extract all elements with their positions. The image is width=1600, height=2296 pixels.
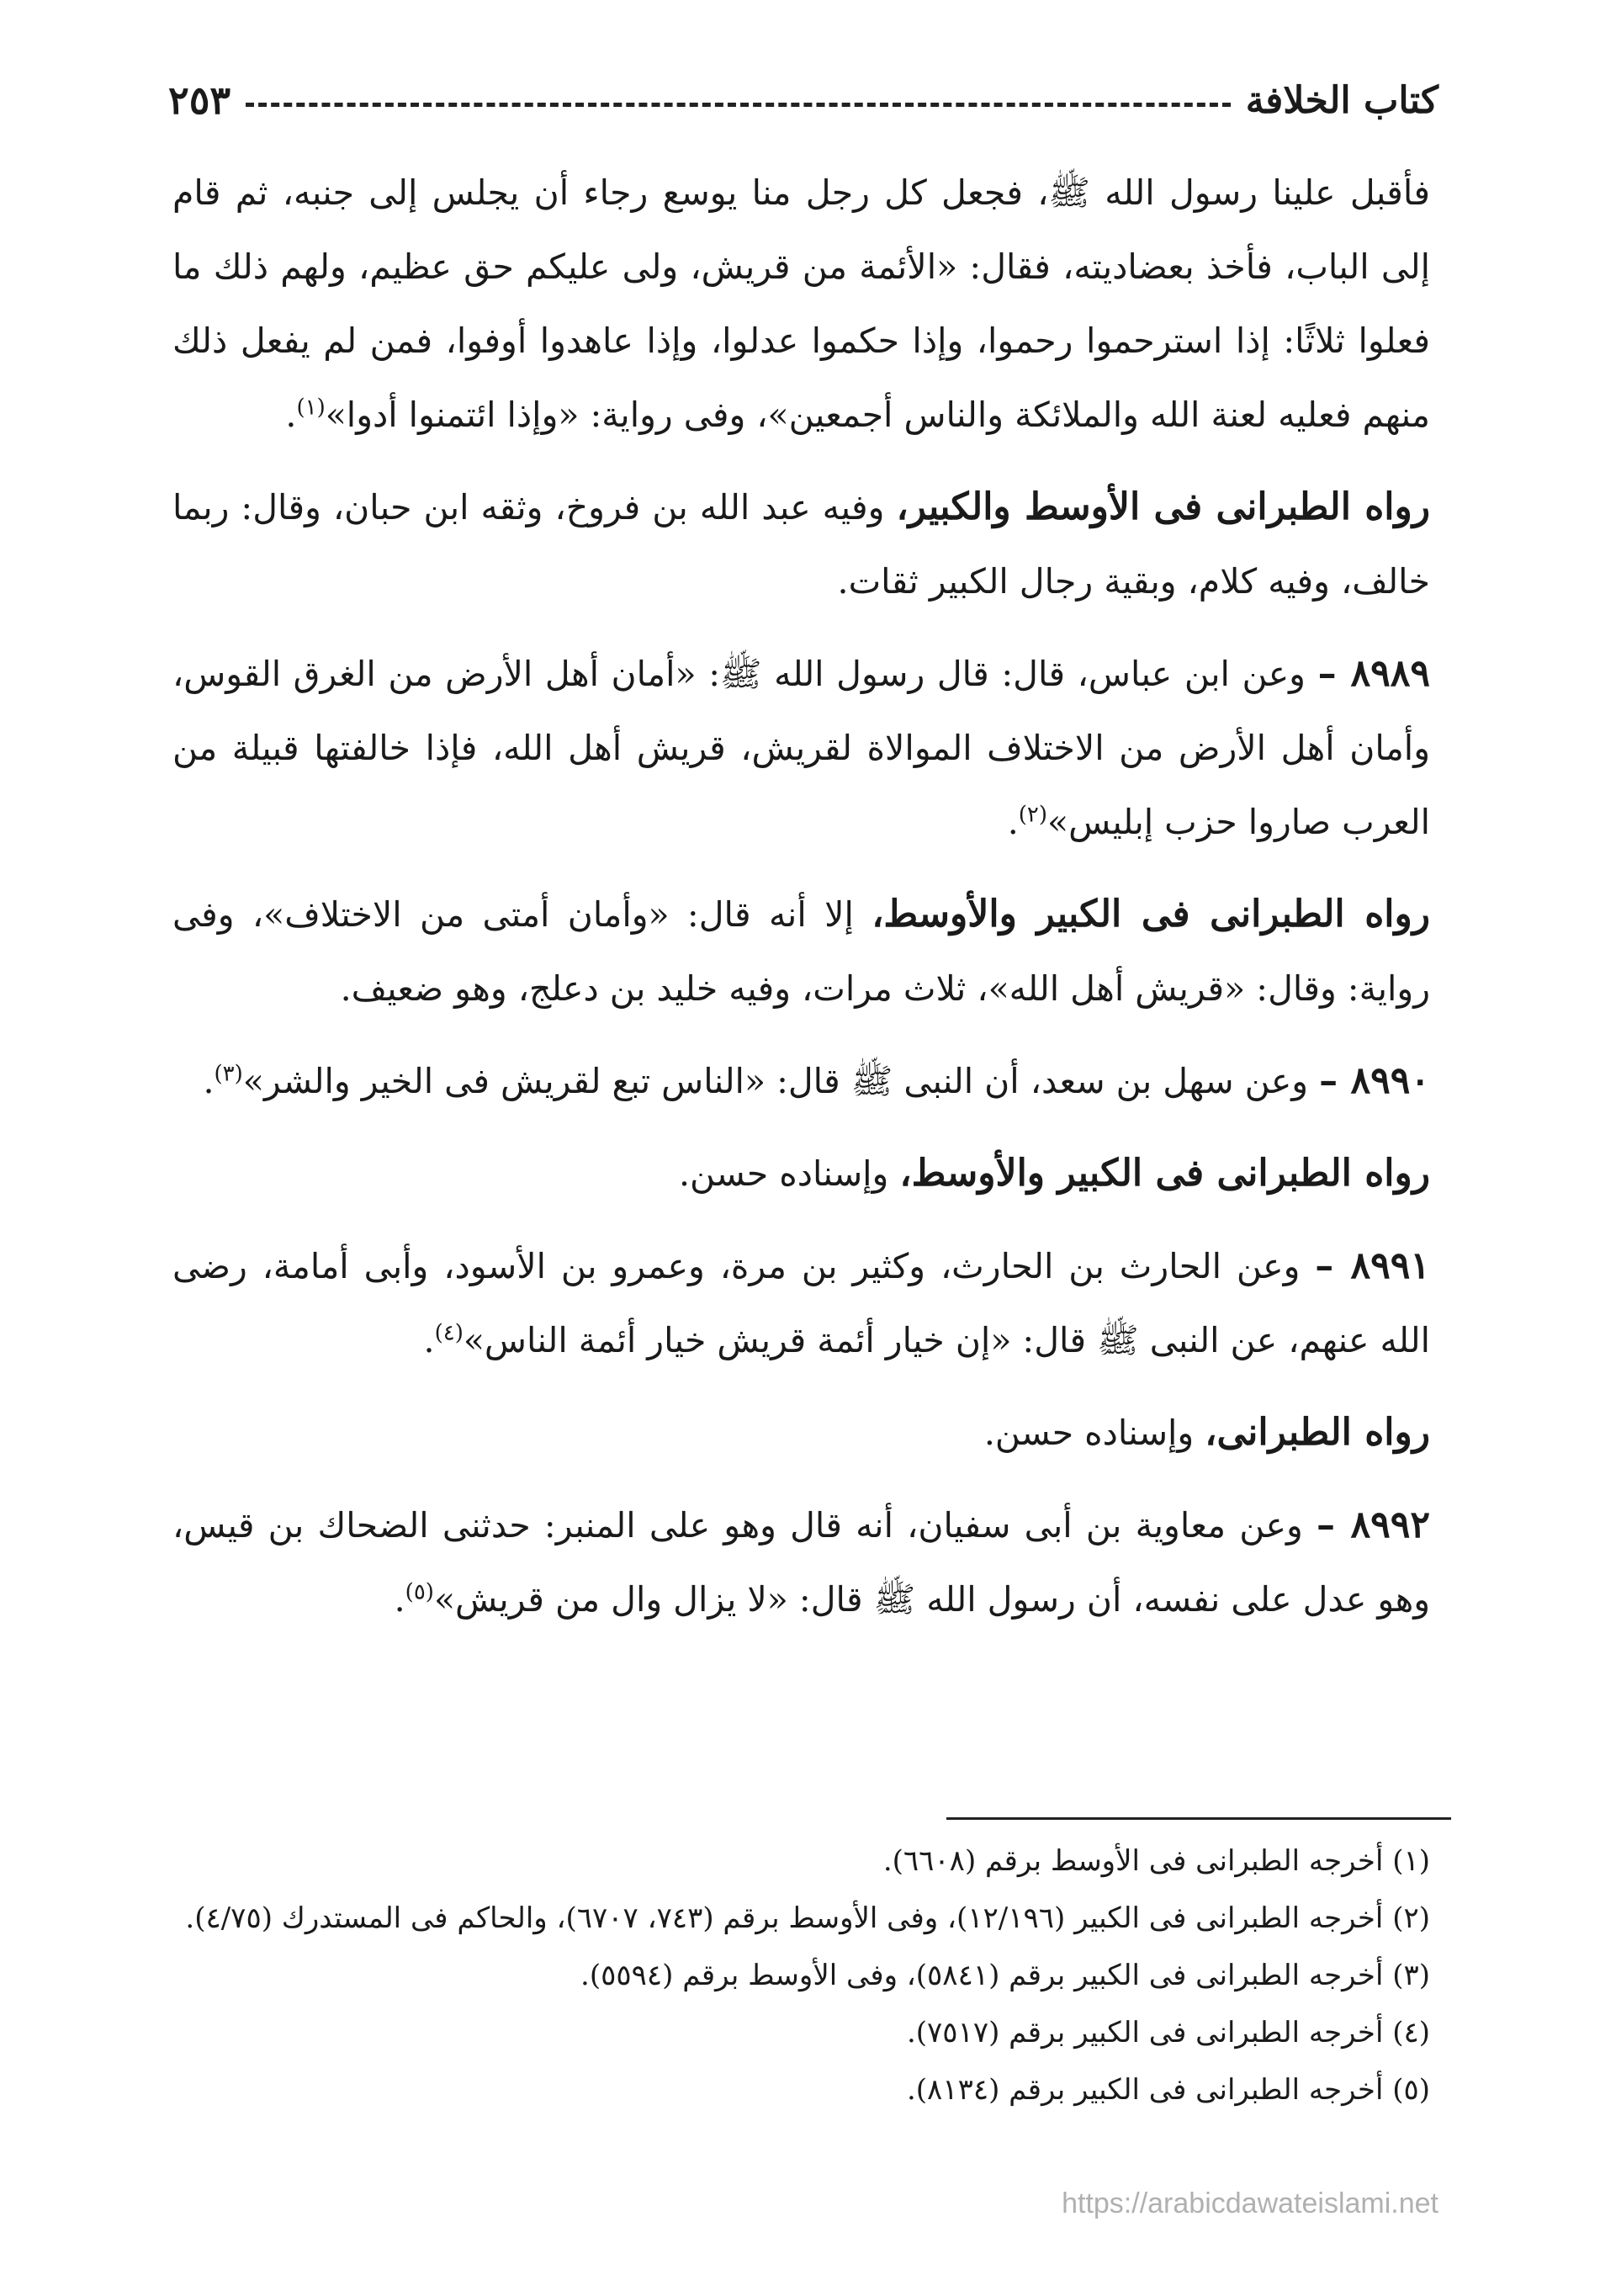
paragraph-text: وإسناده حسن.: [679, 1153, 900, 1194]
hadith-number: ٨٩٩١ –: [1315, 1244, 1430, 1287]
hadith-8989: ٨٩٨٩ – وعن ابن عباس، قال: قال رسول الله ﷺ: «أمان أهل الأرض من الغرق القوس، وأمان أهل الأرض من الاختلاف الموالاة لقريش، قريش أهل الله، فإذا خالفتها قبيلة من العرب صاروا حزب إبليس»$^{(٢)}$.: [172, 652, 1430, 842]
footnote-ref: (٣): [214, 1061, 243, 1087]
hadith-8991: ٨٩٩١ – وعن الحارث بن الحارث، وكثير بن مرة، وعمرو بن الأسود، وأبى أمامة، رضى الله عنهم، عن النبى ﷺ قال: «إن خيار أئمة قريش خيار أئمة الناس»$^{(٤)}$.: [172, 1244, 1430, 1360]
hadith-number: ٨٩٩٢ –: [1316, 1503, 1430, 1546]
source-paragraph: [172, 1396, 1430, 1470]
hadith-text: وعن سهل بن سعد، أن النبى ﷺ قال: «الناس تبع لقريش فى الخير والشر»: [242, 1061, 1320, 1101]
paragraph-text: وفيه عبد الله بن فروخ، وثقه ابن حبان، وقال: ربما خالف، وفيه كلام، وبقية رجال الكبير ثقات.: [172, 487, 1430, 602]
header-dash-rule: [246, 103, 1231, 107]
running-header: [168, 71, 1438, 130]
footnote-ref: (٥): [405, 1579, 434, 1605]
hadith-text: وعن معاوية بن أبى سفيان، أنه قال وهو على المنبر: حدثنى الضحاك بن قيس، وهو عدل على نفسه، أن رسول الله ﷺ قال: «لا يزال وال من قريش»: [172, 1505, 1430, 1620]
source-attribution: رواه الطبرانى،: [1205, 1411, 1430, 1454]
source-attribution: رواه الطبرانى فى الكبير والأوسط،: [899, 1152, 1430, 1195]
footnote-5: (٥) أخرجه الطبرانى فى الكبير برقم (٨١٣٤).: [906, 2073, 1430, 2107]
source-paragraph: [172, 878, 1430, 1026]
watermark-url: https://arabicdawateislami.net: [1062, 2187, 1438, 2219]
hadith-text: وعن ابن عباس، قال: قال رسول الله ﷺ: «أمان أهل الأرض من الغرق القوس، وأمان أهل الأرض من الاختلاف الموالاة لقريش، قريش أهل الله، فإذا خالفتها قبيلة من العرب صاروا حزب إبليس»: [172, 654, 1430, 842]
paragraph-continuation: فأقبل علينا رسول الله ﷺ، فجعل كل رجل منا يوسع رجاء أن يجلس إلى جنبه، ثم قام إلى الباب، فأخذ بعضاديته، فقال: «الأئمة من قريش، ولى عليكم حق عظيم، ولهم ذلك ما فعلوا ثلاثًا: إذا استرحموا رحموا، وإذا حكموا عدلوا، وإذا عاهدوا أوفوا، فمن لم يفعل ذلك منهم فعليه لعنة الله والملائكة والناس أجمعين»، وفى رواية: «وإذا ائتمنوا أدوا»$^{(١)}$.: [172, 172, 1430, 435]
paragraph-text: فأقبل علينا رسول الله ﷺ، فجعل كل رجل منا يوسع رجاء أن يجلس إلى جنبه، ثم قام إلى الباب، فأخذ بعضاديته، فقال: «الأئمة من قريش، ولى عليكم حق عظيم، ولهم ذلك ما فعلوا ثلاثًا: إذا استرحموا رحموا، وإذا حكموا عدلوا، وإذا عاهدوا أوفوا، فمن لم يفعل ذلك منهم فعليه لعنة الله والملائكة والناس أجمعين»، وفى رواية: «وإذا ائتمنوا أدوا»: [172, 172, 1430, 435]
footnote-ref: (٢): [1018, 802, 1048, 828]
source-attribution: رواه الطبرانى فى الأوسط والكبير،: [896, 485, 1430, 528]
footnote-ref: (١): [296, 395, 326, 421]
page-number: ٢٥٣: [168, 77, 231, 123]
hadith-number: ٨٩٩٠ –: [1319, 1059, 1430, 1102]
main-text: [172, 156, 1430, 1655]
footnote-divider: [946, 1817, 1451, 1820]
footnote-3: (٣) أخرجه الطبرانى فى الكبير برقم (٥٨٤١)، وفى الأوسط برقم (٥٥٩٤).: [580, 1959, 1430, 1992]
footnote-4: (٤) أخرجه الطبرانى فى الكبير برقم (٧٥١٧).: [906, 2016, 1430, 2049]
hadith-8992: ٨٩٩٢ – وعن معاوية بن أبى سفيان، أنه قال وهو على المنبر: حدثنى الضحاك بن قيس، وهو عدل على نفسه، أن رسول الله ﷺ قال: «لا يزال وال من قريش»$^{(٥)}$.: [172, 1503, 1430, 1620]
book-title: كتاب الخلافة: [1245, 78, 1438, 122]
hadith-text: وعن الحارث بن الحارث، وكثير بن مرة، وعمرو بن الأسود، وأبى أمامة، رضى الله عنهم، عن النبى ﷺ قال: «إن خيار أئمة قريش خيار أئمة الناس»: [172, 1246, 1430, 1360]
source-attribution: رواه الطبرانى فى الكبير والأوسط،: [872, 893, 1430, 936]
footnote-ref: (٤): [434, 1320, 464, 1346]
footnote-1: (١) أخرجه الطبرانى فى الأوسط برقم (٦٦٠٨).: [882, 1844, 1430, 1878]
footnote-2: (٢) أخرجه الطبرانى فى الكبير (١٢/١٩٦)، وفى الأوسط برقم (٧٤٣، ٦٧٠٧)، والحاكم فى المستدرك (٤/٧٥).: [185, 1901, 1430, 1935]
paragraph-text: وإسناده حسن.: [983, 1413, 1205, 1453]
footnotes: [172, 1836, 1430, 2122]
paragraph-text: إلا أنه قال: «وأمان أمتى من الاختلاف»، وفى رواية: وقال: «قريش أهل الله»، ثلاث مرات، وفيه خليد بن دعلج، وهو ضعيف.: [172, 894, 1430, 1009]
hadith-number: ٨٩٨٩ –: [1317, 652, 1430, 695]
source-paragraph: [172, 1137, 1430, 1211]
source-paragraph: [172, 470, 1430, 618]
hadith-8990: ٨٩٩٠ – وعن سهل بن سعد، أن النبى ﷺ قال: «الناس تبع لقريش فى الخير والشر»$^{(٣)}$.: [203, 1059, 1430, 1102]
